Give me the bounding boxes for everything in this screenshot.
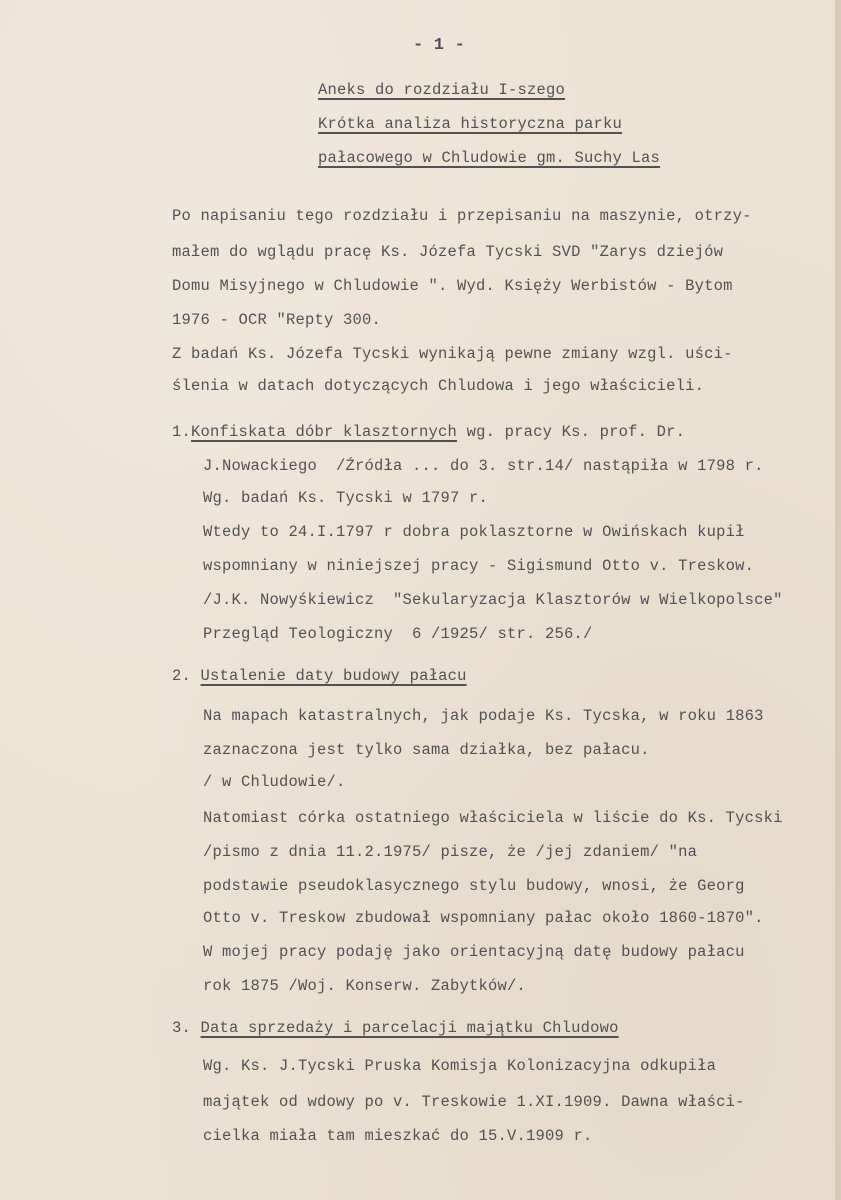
section-2-line-8: W mojej pracy podaję jako orientacyjną datę budowy pałacu [203, 943, 745, 961]
section-3-number: 3. [172, 1019, 192, 1037]
section-1-line-2: Wg. badań Ks. Tycski w 1797 r. [203, 489, 489, 507]
section-1-heading-suffix: wg. pracy Ks. prof. Dr. [457, 423, 686, 441]
section-1-heading-row [172, 422, 685, 442]
section-3-heading-row [172, 1018, 619, 1038]
section-2-line-5: /pismo z dnia 11.2.1975/ pisze, że /jej zdaniem/ "na [203, 843, 698, 861]
section-3-heading: Data sprzedaży i parcelacji majątku Chludowo [200, 1019, 619, 1037]
intro-line-1: Po napisaniu tego rozdziału i przepisaniu na maszynie, otrzy- [172, 207, 752, 225]
page-number: - 1 - [413, 36, 466, 55]
section-3-line-3: cielka miała tam mieszkać do 15.V.1909 r. [203, 1127, 593, 1145]
section-2-number: 2. [172, 667, 192, 685]
section-2-heading-row [172, 666, 467, 686]
section-2-line-1: Na mapach katastralnych, jak podaje Ks. Tycska, w roku 1863 [203, 707, 764, 725]
section-2-line-7: Otto v. Treskow zbudował wspomniany pałac około 1860-1870". [203, 909, 764, 927]
section-1-number: 1. [172, 423, 192, 441]
section-2-line-6: podstawie pseudoklasycznego stylu budowy, wnosi, że Georg [203, 877, 745, 895]
section-3-line-1: Wg. Ks. J.Tycski Pruska Komisja Kolonizacyjna odkupiła [203, 1057, 717, 1075]
intro-line-2: małem do wglądu pracę Ks. Józefa Tycski SVD "Zarys dziejów [172, 243, 724, 261]
intro-line-4: 1976 - OCR "Repty 300. [172, 311, 382, 329]
title-line-2: Krótka analiza historyczna parku [318, 115, 623, 133]
section-2-line-4: Natomiast córka ostatniego właściciela w liście do Ks. Tycski [203, 809, 783, 827]
section-1-line-3: Wtedy to 24.I.1797 r dobra poklasztorne w Owińskach kupił [203, 523, 745, 541]
section-2-line-2: zaznaczona jest tylko sama działka, bez pałacu. [203, 741, 650, 759]
title-line-3: pałacowego w Chludowie gm. Suchy Las [318, 149, 661, 167]
section-1-heading: Konfiskata dóbr klasztornych [191, 423, 458, 441]
intro-line-6: ślenia w datach dotyczących Chludowa i jego właścicieli. [172, 377, 705, 395]
section-3-line-2: majątek od wdowy po v. Treskowie 1.XI.1909. Dawna właści- [203, 1093, 745, 1111]
section-1-line-4: wspomniany w niniejszej pracy - Sigismund Otto v. Treskow. [203, 557, 755, 575]
section-1-line-6: Przegląd Teologiczny 6 /1925/ str. 256./ [203, 625, 593, 643]
intro-line-3: Domu Misyjnego w Chludowie ". Wyd. Księży Werbistów - Bytom [172, 277, 733, 295]
title-line-1: Aneks do rozdziału I-szego [318, 81, 566, 99]
page-edge [835, 0, 841, 1200]
section-2-line-3: / w Chludowie/. [203, 773, 346, 791]
section-1-line-1: J.Nowackiego /Źródła ... do 3. str.14/ nastąpiła w 1798 r. [203, 457, 764, 475]
intro-line-5: Z badań Ks. Józefa Tycski wynikają pewne zmiany wzgl. uści- [172, 345, 733, 363]
section-2-heading: Ustalenie daty budowy pałacu [200, 667, 467, 685]
section-1-line-5: /J.K. Nowyśkiewicz "Sekularyzacja Klasztorów w Wielkopolsce" [203, 591, 783, 609]
section-2-line-9: rok 1875 /Woj. Konserw. Zabytków/. [203, 977, 527, 995]
